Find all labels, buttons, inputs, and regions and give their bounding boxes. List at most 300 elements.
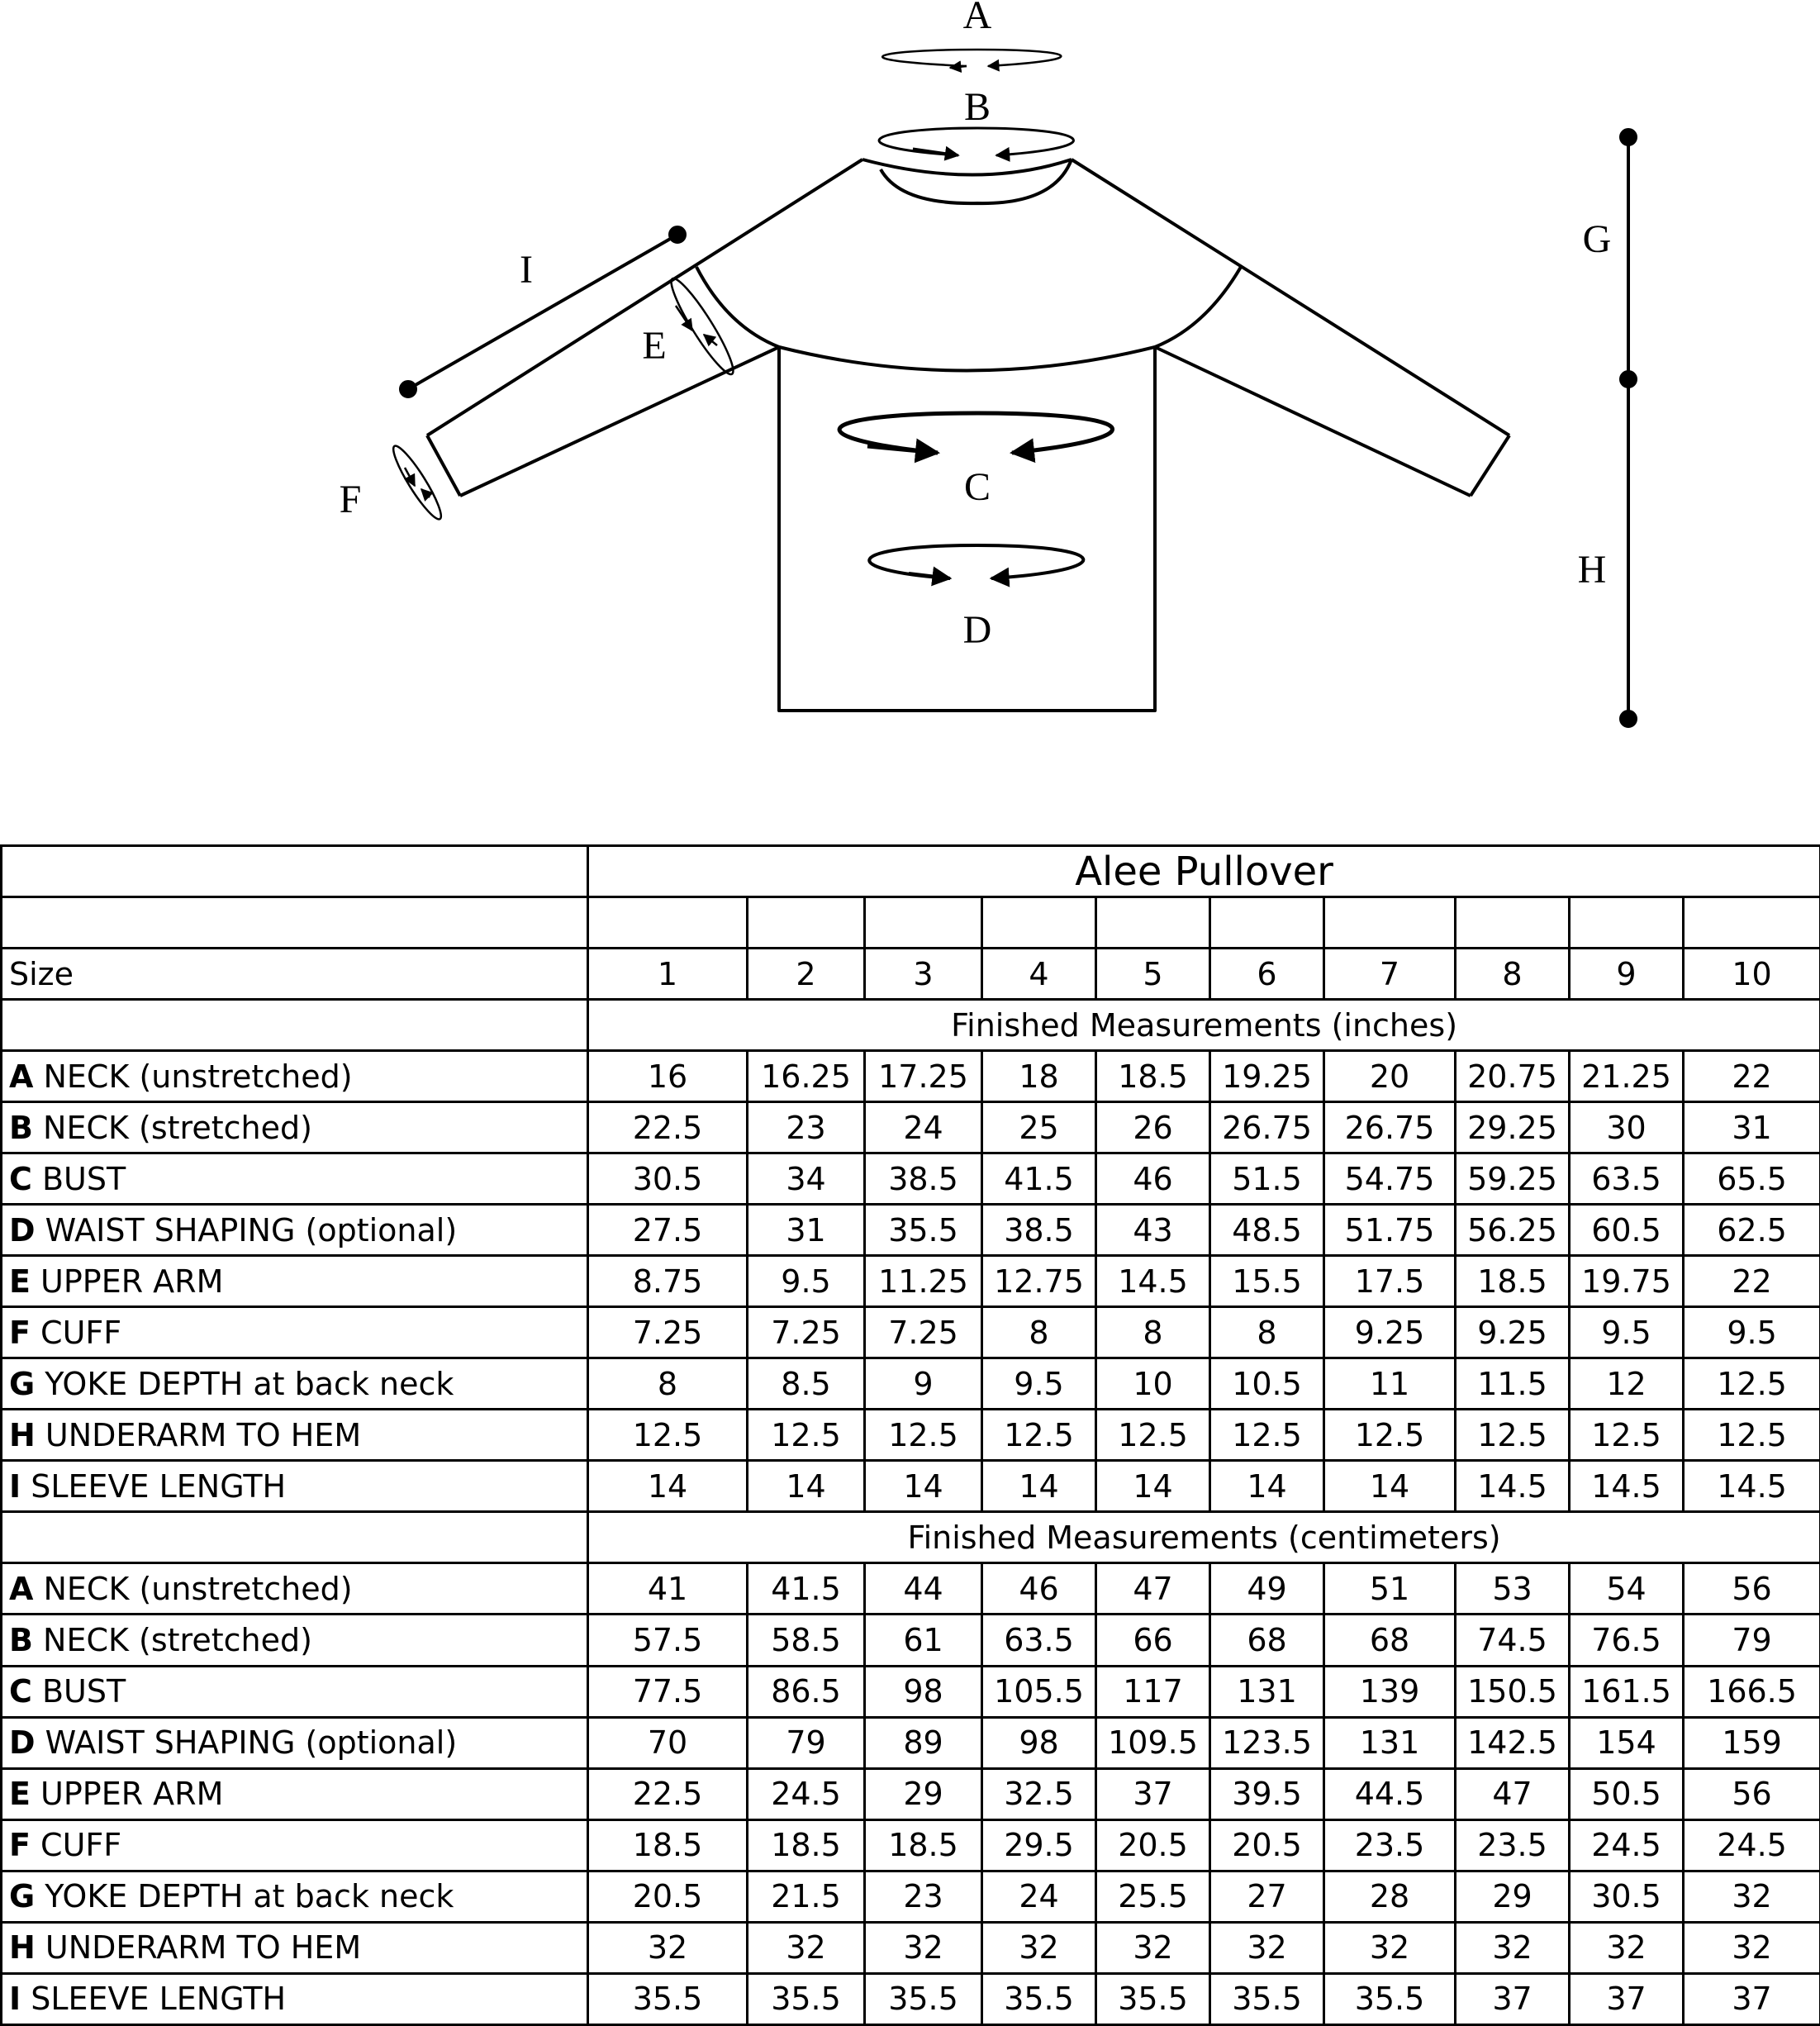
table-row [2,1563,1820,1615]
measure-g-h [1621,130,1636,726]
measurement-value: 10.5 [1210,1358,1324,1410]
label-h: H [1577,548,1607,592]
left-cuff [427,435,460,496]
measurement-value: 8 [1210,1307,1324,1358]
measurement-value: 11.25 [865,1256,982,1307]
table-row [2,1973,1820,2024]
measurement-value: 14 [1096,1461,1210,1512]
sweater-schematic [0,0,1820,793]
measurement-label [2,1922,588,1973]
measurement-value: 37 [1570,1973,1684,2024]
measurement-value: 12.5 [865,1410,982,1461]
measurement-value: 24.5 [1570,1819,1684,1871]
measurement-value: 27.5 [588,1205,748,1256]
label-a: A [962,0,992,37]
measurement-value: 150.5 [1456,1666,1570,1717]
size-header-3: 3 [865,949,982,1000]
measure-b [879,128,1073,155]
measurement-key: E [9,1776,31,1813]
label-f: F [339,478,362,521]
measurement-value: 12.5 [588,1410,748,1461]
measurement-value: 123.5 [1210,1717,1324,1768]
label-b: B [963,85,991,129]
measurement-value: 12.5 [1456,1410,1570,1461]
measurement-name: NECK (stretched) [32,1621,312,1658]
measurement-value: 8.5 [748,1358,865,1410]
left-shoulder-line [427,159,862,435]
table-row [2,1819,1820,1871]
measurement-value: 27 [1210,1871,1324,1922]
size-header-7: 7 [1324,949,1456,1000]
measurement-value: 29.5 [982,1819,1096,1871]
measurement-value: 14 [982,1461,1096,1512]
measurement-key: G [9,1878,36,1915]
measurement-value: 25.5 [1096,1871,1210,1922]
measurement-value: 32 [588,1922,748,1973]
blank-cell [1324,897,1456,949]
measurement-value: 32 [1570,1922,1684,1973]
measurement-value: 56 [1684,1563,1820,1615]
measurement-value: 20.75 [1456,1051,1570,1102]
measurement-value: 35.5 [982,1973,1096,2024]
measurement-label [2,1102,588,1153]
measurement-value: 41 [588,1563,748,1615]
measurement-label [2,1666,588,1717]
measurement-value: 29 [865,1768,982,1819]
measurement-label [2,1307,588,1358]
label-c: C [963,465,991,509]
size-label: Size [2,949,588,1000]
label-i: I [520,248,533,292]
section-heading-row [2,1512,1820,1563]
measurement-value: 7.25 [865,1307,982,1358]
measurement-value: 77.5 [588,1666,748,1717]
measurement-value: 37 [1684,1973,1820,2024]
measurement-value: 9.5 [748,1256,865,1307]
measurement-value: 89 [865,1717,982,1768]
measurement-value: 12.5 [1210,1410,1324,1461]
right-yoke-curve [1155,267,1241,347]
table-row [2,1717,1820,1768]
measurement-value: 154 [1570,1717,1684,1768]
measurement-key: C [9,1673,32,1710]
table-row [2,1153,1820,1205]
measurement-value: 48.5 [1210,1205,1324,1256]
measurement-value: 41.5 [982,1153,1096,1205]
blank-row [2,897,1820,949]
measurement-label [2,1563,588,1615]
measurement-value: 26.75 [1324,1102,1456,1153]
section-heading: Finished Measurements (inches) [588,1000,1820,1051]
measurement-value: 63.5 [1570,1153,1684,1205]
measurement-value: 57.5 [588,1615,748,1666]
size-header-5: 5 [1096,949,1210,1000]
measurement-value: 47 [1096,1563,1210,1615]
measurement-value: 9.5 [1570,1307,1684,1358]
measurement-key: F [9,1314,31,1351]
measurement-value: 24.5 [1684,1819,1820,1871]
table-title: Alee Pullover [588,846,1820,897]
measurement-value: 23.5 [1456,1819,1570,1871]
measurement-value: 32 [1684,1871,1820,1922]
measurement-value: 8 [588,1358,748,1410]
measurement-value: 46 [982,1563,1096,1615]
table-row [2,1102,1820,1153]
measurement-value: 23 [865,1871,982,1922]
table-row [2,1461,1820,1512]
measurement-key: F [9,1827,31,1864]
measurement-value: 7.25 [588,1307,748,1358]
measurement-key: D [9,1724,36,1762]
measurement-key: E [9,1263,31,1300]
measurement-value: 51 [1324,1563,1456,1615]
right-sleeve-bottom [1155,347,1471,496]
measurement-value: 37 [1096,1768,1210,1819]
measurement-name: UNDERARM TO HEM [35,1416,362,1453]
measurement-name: BUST [31,1673,126,1710]
measurement-value: 68 [1210,1615,1324,1666]
measurement-value: 32 [1210,1922,1324,1973]
measurement-value: 31 [1684,1102,1820,1153]
measurement-value: 24 [982,1871,1096,1922]
measurement-label [2,1819,588,1871]
measurement-value: 24.5 [748,1768,865,1819]
label-d: D [962,608,992,652]
measurement-key: B [9,1621,33,1658]
measurement-value: 32 [1324,1922,1456,1973]
blank-cell [588,897,748,949]
label-g: G [1582,217,1612,261]
measurement-value: 35.5 [865,1973,982,2024]
measurement-name: YOKE DEPTH at back neck [35,1878,454,1915]
measurement-key: D [9,1211,36,1248]
measurement-value: 68 [1324,1615,1456,1666]
title-row [2,846,1820,897]
measurement-label [2,1973,588,2024]
measurement-value: 54 [1570,1563,1684,1615]
measurement-value: 9.25 [1324,1307,1456,1358]
measurement-value: 35.5 [865,1205,982,1256]
blank-cell [865,897,982,949]
measurement-value: 16.25 [748,1051,865,1102]
measurement-value: 54.75 [1324,1153,1456,1205]
measurement-value: 58.5 [748,1615,865,1666]
measurement-value: 18.5 [1456,1256,1570,1307]
measurement-value: 14.5 [1096,1256,1210,1307]
measurement-value: 30.5 [588,1153,748,1205]
measurement-value: 53 [1456,1563,1570,1615]
measurement-value: 159 [1684,1717,1820,1768]
measurement-value: 14.5 [1456,1461,1570,1512]
measurement-value: 18.5 [588,1819,748,1871]
measurement-value: 38.5 [982,1205,1096,1256]
measurement-name: BUST [31,1160,126,1197]
measurement-value: 12 [1570,1358,1684,1410]
measurement-value: 74.5 [1456,1615,1570,1666]
blank-cell [1210,897,1324,949]
measurement-value: 66 [1096,1615,1210,1666]
measurement-value: 61 [865,1615,982,1666]
measure-d [869,545,1083,578]
measurement-value: 34 [748,1153,865,1205]
measurement-value: 11.5 [1456,1358,1570,1410]
measurement-value: 21.5 [748,1871,865,1922]
measurement-value: 47 [1456,1768,1570,1819]
measurement-value: 98 [982,1717,1096,1768]
table-row [2,1768,1820,1819]
size-header-1: 1 [588,949,748,1000]
blank-cell [748,897,865,949]
measurement-value: 23.5 [1324,1819,1456,1871]
measurement-value: 8 [982,1307,1096,1358]
measurement-value: 18 [982,1051,1096,1102]
measurement-value: 35.5 [588,1973,748,2024]
measurement-value: 14.5 [1684,1461,1820,1512]
table-row [2,1307,1820,1358]
measurement-value: 35.5 [1210,1973,1324,2024]
left-sleeve-bottom [460,347,779,496]
measurement-value: 142.5 [1456,1717,1570,1768]
measurement-value: 14 [1324,1461,1456,1512]
measurement-key: A [9,1058,34,1095]
measurement-value: 65.5 [1684,1153,1820,1205]
measurement-value: 60.5 [1570,1205,1684,1256]
measurement-value: 29.25 [1456,1102,1570,1153]
measurement-name: CUFF [30,1314,122,1351]
measurement-key: I [9,1467,21,1505]
measurement-name: NECK (stretched) [32,1109,312,1146]
measurement-value: 12.5 [748,1410,865,1461]
measurement-value: 14.5 [1570,1461,1684,1512]
measurement-value: 14 [588,1461,748,1512]
label-e: E [642,324,667,368]
measurement-value: 49 [1210,1563,1324,1615]
measurement-value: 19.25 [1210,1051,1324,1102]
left-yoke-curve [696,267,779,347]
body-outline [779,347,1155,711]
measurement-value: 22.5 [588,1768,748,1819]
measurement-value: 15.5 [1210,1256,1324,1307]
measurement-value: 161.5 [1570,1666,1684,1717]
measurement-value: 31 [748,1205,865,1256]
yoke-bottom-curve [779,347,1155,371]
table-row [2,1410,1820,1461]
measurement-value: 38.5 [865,1153,982,1205]
measure-i [401,227,685,397]
measurement-value: 35.5 [1096,1973,1210,2024]
measurement-value: 51.5 [1210,1153,1324,1205]
measurement-value: 39.5 [1210,1768,1324,1819]
measurement-value: 20.5 [1210,1819,1324,1871]
table-row [2,1871,1820,1922]
blank-cell [982,897,1096,949]
measurement-value: 98 [865,1666,982,1717]
size-row [2,949,1820,1000]
measurement-value: 131 [1210,1666,1324,1717]
measurement-value: 22.5 [588,1102,748,1153]
measurement-name: YOKE DEPTH at back neck [35,1365,454,1402]
measurement-value: 21.25 [1570,1051,1684,1102]
measurement-value: 44 [865,1563,982,1615]
table-row [2,1666,1820,1717]
measurement-value: 9.5 [982,1358,1096,1410]
measurement-value: 35.5 [1324,1973,1456,2024]
measurement-value: 117 [1096,1666,1210,1717]
measurement-name: UNDERARM TO HEM [35,1929,362,1967]
measurement-value: 50.5 [1570,1768,1684,1819]
measurement-name: UPPER ARM [30,1776,224,1813]
measurement-value: 26.75 [1210,1102,1324,1153]
measurement-value: 43 [1096,1205,1210,1256]
measurement-label [2,1717,588,1768]
measurement-key: H [9,1416,36,1453]
measurement-label [2,1615,588,1666]
measurement-value: 22 [1684,1051,1820,1102]
measurement-name: NECK (unstretched) [33,1058,353,1095]
measurement-value: 32 [1456,1922,1570,1973]
measurement-value: 12.5 [982,1410,1096,1461]
measurement-value: 41.5 [748,1563,865,1615]
measurement-value: 139 [1324,1666,1456,1717]
measurement-value: 8.75 [588,1256,748,1307]
measurement-value: 44.5 [1324,1768,1456,1819]
measurement-value: 16 [588,1051,748,1102]
measurement-value: 32 [1684,1922,1820,1973]
blank-cell [1684,897,1820,949]
measurement-value: 19.75 [1570,1256,1684,1307]
measurement-value: 79 [1684,1615,1820,1666]
measurement-value: 59.25 [1456,1153,1570,1205]
measurement-name: CUFF [30,1827,122,1864]
measurement-value: 20.5 [1096,1819,1210,1871]
measurement-value: 18.5 [865,1819,982,1871]
measurement-value: 63.5 [982,1615,1096,1666]
measurement-value: 20 [1324,1051,1456,1102]
table-row [2,1051,1820,1102]
measurement-value: 35.5 [748,1973,865,2024]
size-header-4: 4 [982,949,1096,1000]
measure-e [664,273,740,379]
measurement-value: 24 [865,1102,982,1153]
table-row [2,1615,1820,1666]
blank-cell [1570,897,1684,949]
measurement-key: C [9,1160,32,1197]
table-row [2,1205,1820,1256]
table-row [2,1922,1820,1973]
measurement-key: I [9,1981,21,2018]
measure-a [882,50,1061,68]
measurement-value: 76.5 [1570,1615,1684,1666]
measurement-label [2,1358,588,1410]
measurement-value: 86.5 [748,1666,865,1717]
measurement-value: 7.25 [748,1307,865,1358]
section-heading-blank-cell [2,1512,588,1563]
right-cuff [1471,435,1509,496]
measurement-value: 30 [1570,1102,1684,1153]
measurement-name: NECK (unstretched) [33,1570,353,1607]
title-row-blank-cell [2,846,588,897]
measurement-value: 12.5 [1570,1410,1684,1461]
table-row [2,1256,1820,1307]
size-header-2: 2 [748,949,865,1000]
measurements-table [0,844,1820,2026]
measurement-value: 12.5 [1684,1410,1820,1461]
measurement-value: 25 [982,1102,1096,1153]
measurement-label [2,1461,588,1512]
neckband-outer [862,159,1072,175]
measurement-value: 18.5 [1096,1051,1210,1102]
size-header-9: 9 [1570,949,1684,1000]
table-body [2,846,1820,2025]
measurement-value: 56 [1684,1768,1820,1819]
section-heading-row [2,1000,1820,1051]
measurement-label [2,1051,588,1102]
measurement-value: 12.5 [1324,1410,1456,1461]
measurement-value: 26 [1096,1102,1210,1153]
measurement-value: 62.5 [1684,1205,1820,1256]
table-row [2,1358,1820,1410]
measurement-value: 32 [865,1922,982,1973]
measurement-value: 79 [748,1717,865,1768]
measurement-label [2,1410,588,1461]
measurement-value: 46 [1096,1153,1210,1205]
measurement-name: SLEEVE LENGTH [21,1981,287,2018]
measurement-value: 18.5 [748,1819,865,1871]
measurement-value: 12.5 [1684,1358,1820,1410]
measurement-key: H [9,1929,36,1967]
size-header-6: 6 [1210,949,1324,1000]
size-header-8: 8 [1456,949,1570,1000]
measurement-key: G [9,1365,36,1402]
measurement-value: 14 [865,1461,982,1512]
section-heading: Finished Measurements (centimeters) [588,1512,1820,1563]
measurement-label [2,1871,588,1922]
measurement-label [2,1768,588,1819]
measurement-value: 23 [748,1102,865,1153]
measurement-value: 14 [1210,1461,1324,1512]
measurement-value: 32.5 [982,1768,1096,1819]
measurement-name: WAIST SHAPING (optional) [35,1211,458,1248]
measurement-value: 109.5 [1096,1717,1210,1768]
measurement-value: 56.25 [1456,1205,1570,1256]
measurement-value: 8 [1096,1307,1210,1358]
measurement-value: 105.5 [982,1666,1096,1717]
size-header-10: 10 [1684,949,1820,1000]
blank-cell [1456,897,1570,949]
measurement-value: 20.5 [588,1871,748,1922]
blank-cell [2,897,588,949]
measurement-value: 32 [748,1922,865,1973]
measurement-value: 17.25 [865,1051,982,1102]
measurement-value: 11 [1324,1358,1456,1410]
measurement-label [2,1256,588,1307]
measurement-value: 12.5 [1096,1410,1210,1461]
right-shoulder-line [1072,159,1509,435]
measurement-value: 12.75 [982,1256,1096,1307]
measurement-value: 70 [588,1717,748,1768]
measurement-value: 14 [748,1461,865,1512]
measurement-value: 9.25 [1456,1307,1570,1358]
measurement-value: 22 [1684,1256,1820,1307]
measurement-value: 29 [1456,1871,1570,1922]
measurement-value: 17.5 [1324,1256,1456,1307]
measurement-value: 28 [1324,1871,1456,1922]
measurement-value: 131 [1324,1717,1456,1768]
measurement-key: A [9,1570,34,1607]
measurement-value: 51.75 [1324,1205,1456,1256]
measurement-value: 9 [865,1358,982,1410]
measurement-value: 9.5 [1684,1307,1820,1358]
